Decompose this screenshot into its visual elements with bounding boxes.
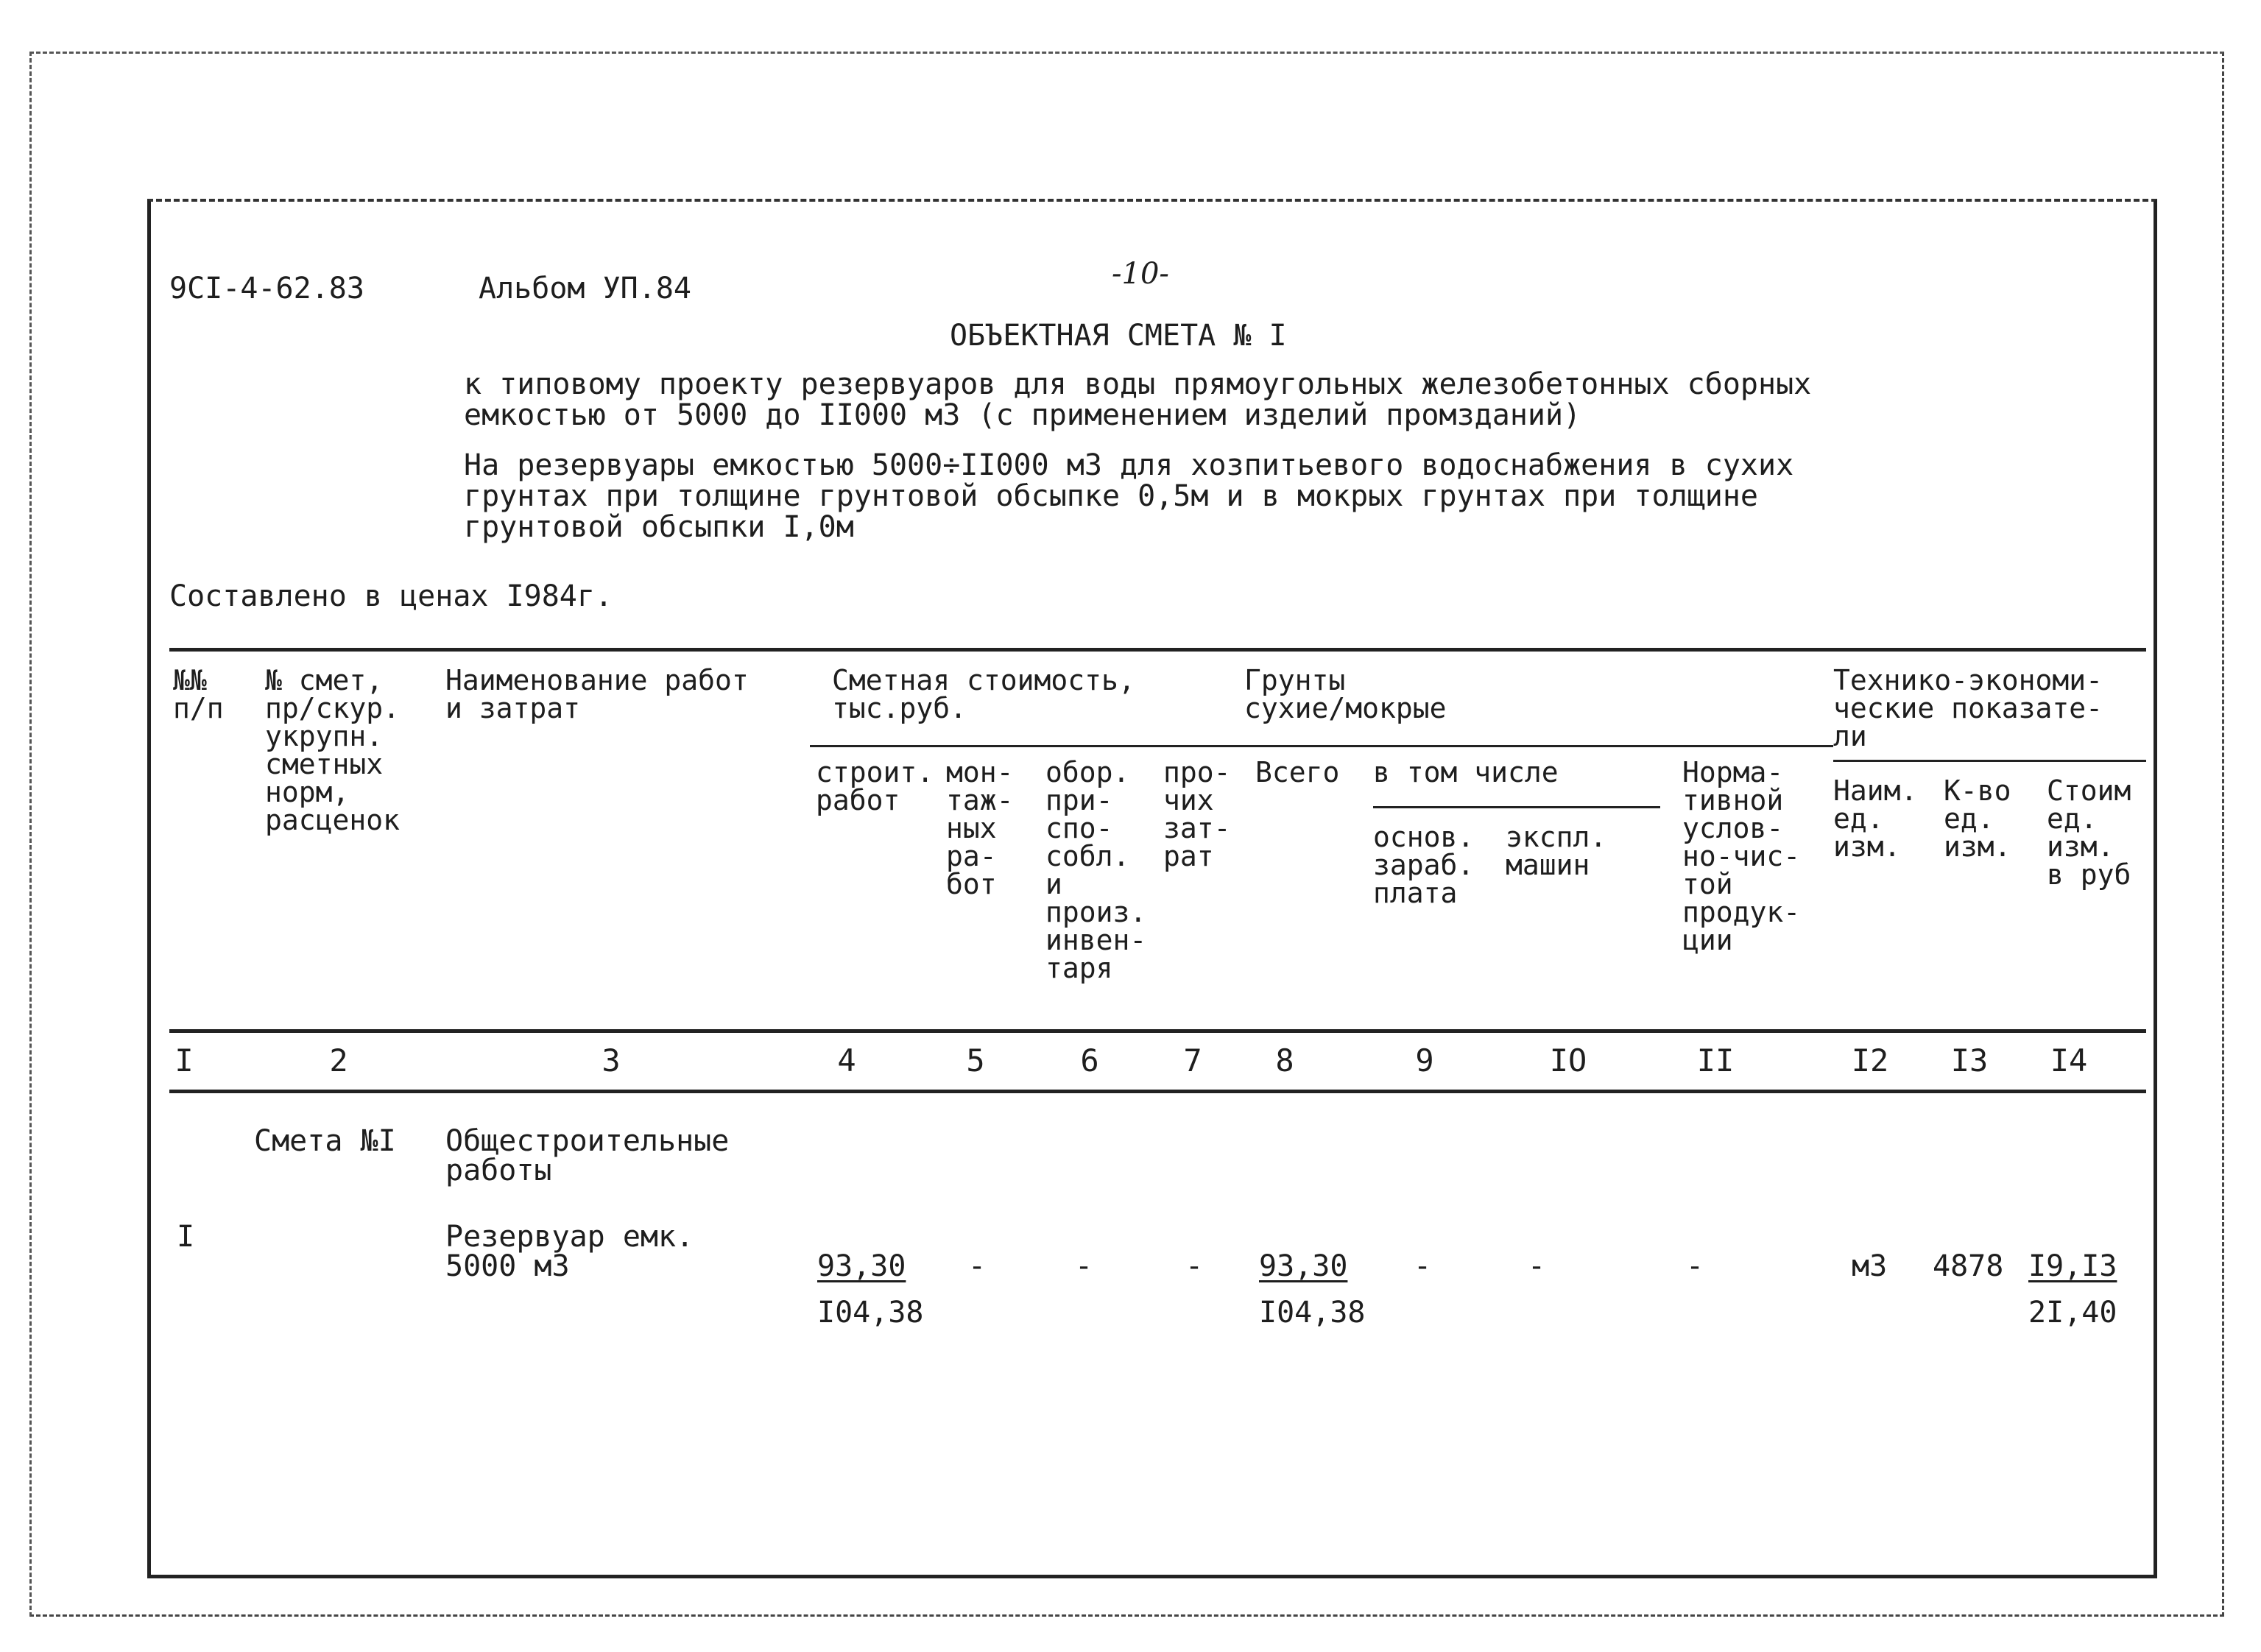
unit-quantity: 4878 bbox=[1933, 1249, 2004, 1283]
row-number: I bbox=[177, 1220, 195, 1254]
col-number: 2 bbox=[329, 1042, 348, 1079]
prices-note: Составлено в ценах I984г. bbox=[169, 579, 613, 613]
col-number: I2 bbox=[1851, 1042, 1889, 1079]
col-number: 4 bbox=[837, 1042, 856, 1079]
machines-cost: - bbox=[1528, 1249, 1546, 1283]
col-number: 5 bbox=[966, 1042, 985, 1079]
col-header-equipment: обор. при- спо- собл. и произ. инвен- таря bbox=[1045, 756, 1147, 984]
doc-code: 9CI-4-62.83 bbox=[169, 272, 364, 306]
row-work-name: Резервуар емк. 5000 м3 bbox=[445, 1220, 694, 1283]
total-dry: 93,30 bbox=[1259, 1249, 1348, 1283]
col-header-machines: экспл. машин bbox=[1506, 821, 1607, 881]
col-header-total: Всего bbox=[1255, 756, 1340, 788]
col-header-number: №№ п/п bbox=[173, 664, 224, 724]
normative-product: - bbox=[1686, 1249, 1704, 1283]
col-number: 8 bbox=[1275, 1042, 1294, 1079]
section-estimate-ref: Смета №I bbox=[254, 1124, 396, 1158]
col-number: II bbox=[1696, 1042, 1735, 1079]
col-header-including: в том числе bbox=[1373, 756, 1559, 788]
build-cost-dry: 93,30 bbox=[817, 1249, 906, 1283]
tech-group-rule bbox=[1833, 760, 2146, 762]
numbers-bottom-rule bbox=[169, 1090, 2146, 1093]
col-number: I3 bbox=[1950, 1042, 1989, 1079]
col-header-other: про- чих зат- рат bbox=[1163, 756, 1231, 872]
page-number: -10- bbox=[1112, 257, 1169, 291]
col-header-work-name: Наименование работ и затрат bbox=[445, 664, 749, 724]
col-number: I4 bbox=[2050, 1042, 2088, 1079]
other-cost: - bbox=[1185, 1249, 1204, 1283]
col-header-soil-group: Грунты сухие/мокрые bbox=[1244, 664, 1447, 724]
col-header-tech-group: Технико-экономи- ческие показате- ли bbox=[1833, 664, 2103, 752]
total-wet: I04,38 bbox=[1259, 1296, 1366, 1330]
unit-cost-dry: I9,I3 bbox=[2028, 1249, 2117, 1283]
col-header-unit-name: Наим. ед. изм. bbox=[1833, 774, 1918, 863]
incl-group-rule bbox=[1373, 806, 1660, 808]
description-line-2: грунтах при толщине грунтовой обсыпке 0,5м и в мокрых грунтах при толщине bbox=[464, 479, 1758, 513]
section-name: Общестроительные работы bbox=[445, 1124, 730, 1187]
col-header-base-salary: основ. зараб. плата bbox=[1373, 821, 1475, 909]
install-cost: - bbox=[968, 1249, 987, 1283]
col-header-installation: мон- таж- ных ра- бот bbox=[946, 756, 1014, 900]
col-header-unit-qty: К-во ед. изм. bbox=[1944, 774, 2011, 863]
unit-cost-wet: 2I,40 bbox=[2028, 1296, 2117, 1330]
col-header-estimate-ref: № смет, пр/скур. укрупн. сметных норм, расценок bbox=[265, 664, 401, 836]
col-header-construction: строит. работ bbox=[816, 756, 934, 816]
col-number: 9 bbox=[1415, 1042, 1434, 1079]
document-title: ОБЪЕКТНАЯ СМЕТА № I bbox=[950, 319, 1287, 353]
build-cost-wet: I04,38 bbox=[817, 1296, 924, 1330]
header-bottom-rule bbox=[169, 1029, 2146, 1033]
col-header-cost-group: Сметная стоимость, тыс.руб. bbox=[832, 664, 1135, 724]
description-line-1: На резервуары емкостью 5000÷II000 м3 для хозпитьевого водоснабжения в сухих bbox=[464, 448, 1794, 482]
col-header-normative: Норма- тивной услов- но-чис- той продук- ции bbox=[1682, 756, 1801, 956]
col-number: 6 bbox=[1080, 1042, 1099, 1079]
col-number: 3 bbox=[602, 1042, 621, 1079]
subtitle-line-2: емкостью от 5000 до II000 м3 (с применением изделий промзданий) bbox=[464, 398, 1581, 432]
cost-group-rule bbox=[810, 745, 1833, 747]
table-top-rule bbox=[169, 648, 2146, 652]
album-label: Альбом УП.84 bbox=[479, 272, 691, 306]
col-number: I bbox=[174, 1042, 194, 1079]
unit-name: м3 bbox=[1852, 1249, 1888, 1283]
equipment-cost: - bbox=[1075, 1249, 1093, 1283]
col-number: 7 bbox=[1183, 1042, 1202, 1079]
base-salary: - bbox=[1414, 1249, 1432, 1283]
description-line-3: грунтовой обсыпки I,0м bbox=[464, 510, 854, 544]
col-header-unit-cost: Стоим ед. изм. в руб bbox=[2047, 774, 2131, 891]
subtitle-line-1: к типовому проекту резервуаров для воды прямоугольных железобетонных сборных bbox=[464, 367, 1812, 401]
col-number: IO bbox=[1549, 1042, 1587, 1079]
